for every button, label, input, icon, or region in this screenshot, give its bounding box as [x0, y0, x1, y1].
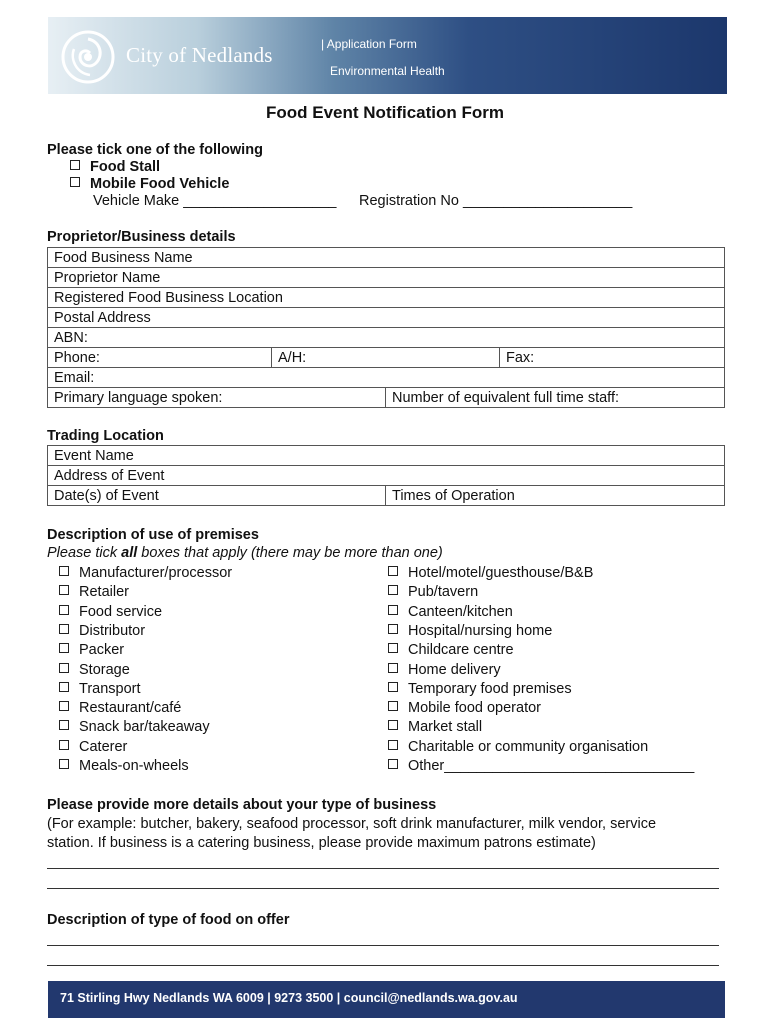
vehicle-make-field[interactable]: Vehicle Make ___________________ — [93, 193, 337, 209]
premises-option[interactable]: Transport — [59, 681, 141, 697]
city-logo-icon — [60, 29, 116, 85]
checkbox-icon[interactable] — [388, 759, 398, 769]
premises-option[interactable]: Hospital/nursing home — [388, 623, 552, 639]
answer-line[interactable] — [47, 945, 719, 946]
checkbox-icon[interactable] — [59, 682, 69, 692]
checkbox-icon[interactable] — [59, 605, 69, 615]
checkbox-icon[interactable] — [388, 624, 398, 634]
premises-option[interactable]: Home delivery — [388, 662, 501, 678]
checkbox-icon[interactable] — [59, 740, 69, 750]
phone-field[interactable]: Phone: — [48, 348, 272, 368]
checkbox-icon[interactable] — [59, 759, 69, 769]
premises-option[interactable]: Charitable or community organisation — [388, 739, 648, 755]
header-department: Environmental Health — [330, 64, 445, 78]
header-banner — [48, 17, 727, 94]
business-name-field[interactable]: Food Business Name — [48, 248, 725, 268]
checkbox-icon[interactable] — [388, 682, 398, 692]
email-field[interactable]: Email: — [48, 368, 725, 388]
option-food-stall[interactable]: Food Stall — [70, 159, 160, 175]
checkbox-icon[interactable] — [70, 160, 80, 170]
checkbox-icon[interactable] — [388, 585, 398, 595]
checkbox-icon[interactable] — [59, 643, 69, 653]
premises-option[interactable]: Manufacturer/processor — [59, 565, 232, 581]
checkbox-icon[interactable] — [59, 701, 69, 711]
proprietor-name-field[interactable]: Proprietor Name — [48, 268, 725, 288]
premises-option[interactable]: Storage — [59, 662, 130, 678]
footer-bar — [48, 981, 725, 1018]
postal-address-field[interactable]: Postal Address — [48, 308, 725, 328]
business-details-line2: station. If business is a catering business, please provide maximum patrons estimate) — [47, 835, 596, 851]
premises-option[interactable]: Pub/tavern — [388, 584, 478, 600]
premises-option[interactable]: Food service — [59, 604, 162, 620]
proprietor-table — [47, 247, 725, 408]
registration-no-field[interactable]: Registration No _____________________ — [359, 193, 633, 209]
times-operation-field[interactable]: Times of Operation — [386, 486, 725, 506]
premises-option[interactable]: Other_______________________________ — [388, 758, 694, 774]
checkbox-icon[interactable] — [59, 624, 69, 634]
premises-option[interactable]: Temporary food premises — [388, 681, 572, 697]
fax-field[interactable]: Fax: — [500, 348, 725, 368]
premises-option[interactable]: Packer — [59, 642, 124, 658]
event-address-field[interactable]: Address of Event — [48, 466, 725, 486]
premises-option[interactable]: Canteen/kitchen — [388, 604, 513, 620]
staff-field[interactable]: Number of equivalent full time staff: — [386, 388, 725, 408]
answer-line[interactable] — [47, 888, 719, 889]
checkbox-icon[interactable] — [59, 663, 69, 673]
abn-field[interactable]: ABN: — [48, 328, 725, 348]
checkbox-icon[interactable] — [59, 566, 69, 576]
answer-line[interactable] — [47, 965, 719, 966]
checkbox-icon[interactable] — [59, 585, 69, 595]
premises-instruction: Please tick all boxes that apply (there may be more than one) — [47, 545, 443, 561]
language-field[interactable]: Primary language spoken: — [48, 388, 386, 408]
option-mobile-food-vehicle[interactable]: Mobile Food Vehicle — [70, 176, 229, 192]
footer-contact: 71 Stirling Hwy Nedlands WA 6009 | 9273 3500 | council@nedlands.wa.gov.au — [60, 991, 518, 1005]
page-title: Food Event Notification Form — [266, 103, 504, 122]
ah-field[interactable]: A/H: — [272, 348, 500, 368]
premises-option[interactable]: Hotel/motel/guesthouse/B&B — [388, 565, 593, 581]
business-details-heading: Please provide more details about your type of business — [47, 797, 437, 813]
header-form-type: | Application Form — [321, 37, 417, 51]
trading-table — [47, 445, 725, 506]
event-name-field[interactable]: Event Name — [48, 446, 725, 466]
checkbox-icon[interactable] — [388, 740, 398, 750]
premises-option[interactable]: Distributor — [59, 623, 145, 639]
food-offer-heading: Description of type of food on offer — [47, 912, 290, 928]
checkbox-icon[interactable] — [388, 720, 398, 730]
checkbox-icon[interactable] — [59, 720, 69, 730]
premises-option[interactable]: Mobile food operator — [388, 700, 541, 716]
proprietor-heading: Proprietor/Business details — [47, 229, 236, 245]
premises-option[interactable]: Retailer — [59, 584, 129, 600]
premises-option[interactable]: Childcare centre — [388, 642, 514, 658]
premises-option[interactable]: Caterer — [59, 739, 127, 755]
premises-heading: Description of use of premises — [47, 527, 259, 543]
premises-option[interactable]: Snack bar/takeaway — [59, 719, 210, 735]
checkbox-icon[interactable] — [388, 643, 398, 653]
premises-option[interactable]: Restaurant/café — [59, 700, 181, 716]
answer-line[interactable] — [47, 868, 719, 869]
checkbox-icon[interactable] — [388, 605, 398, 615]
business-details-line1: (For example: butcher, bakery, seafood processor, soft drink manufacturer, milk vendor, service — [47, 816, 657, 832]
business-location-field[interactable]: Registered Food Business Location — [48, 288, 725, 308]
premises-option[interactable]: Meals-on-wheels — [59, 758, 189, 774]
checkbox-icon[interactable] — [388, 663, 398, 673]
section-tick-heading: Please tick one of the following — [47, 142, 263, 158]
checkbox-icon[interactable] — [388, 701, 398, 711]
event-dates-field[interactable]: Date(s) of Event — [48, 486, 386, 506]
checkbox-icon[interactable] — [388, 566, 398, 576]
trading-heading: Trading Location — [47, 428, 164, 444]
premises-option[interactable]: Market stall — [388, 719, 482, 735]
org-name: City of Nedlands — [126, 43, 273, 67]
checkbox-icon[interactable] — [70, 177, 80, 187]
